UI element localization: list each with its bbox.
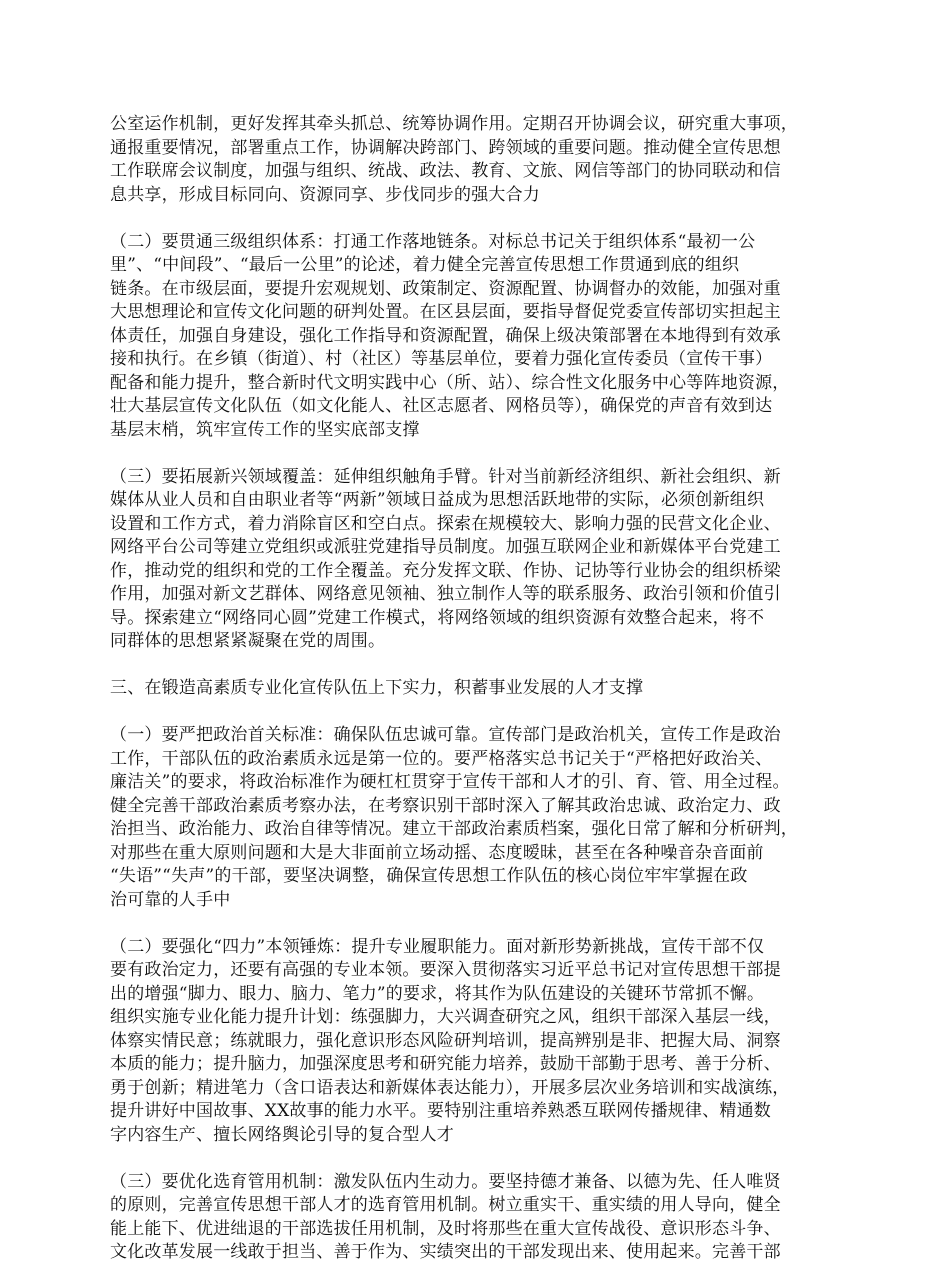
text-line: 工作，干部队伍的政治素质永远是第一位的。要严格落实总书记关于“严格把好政治关、 [110, 748, 773, 769]
text-line: 的原则，完善宣传思想干部人才的选育管用机制。树立重实干、重实绩的用人导向，健全 [110, 1195, 781, 1215]
text-line: 组织实施专业化能力提升计划：练强脚力，大兴调查研究之风，组织干部深入基层一线， [110, 1007, 781, 1027]
text-line: （三）要拓展新兴领域覆盖：延伸组织触角手臂。针对当前新经济组织、新社会组织、新 [110, 466, 781, 487]
text-line: 文化改革发展一线敢于担当、善于作为、实绩突出的干部发现出来、使用起来。完善干部 [110, 1242, 781, 1262]
text-line: 对那些在重大原则问题和大是大非面前立场动摇、态度暧昧，甚至在各种噪音杂音面前 [110, 842, 764, 863]
section-heading [110, 677, 850, 701]
text-line: （一）要严把政治首关标准：确保队伍忠诚可靠。宣传部门是政治机关，宣传工作是政治 [110, 725, 781, 745]
paragraph [110, 724, 850, 912]
text-line: 体察实情民意；练就眼力，强化意识形态风险研判培训，提高辨别是非、把握大局、洞察 [110, 1030, 781, 1051]
text-line: 通报重要情况，部署重点工作，协调解决跨部门、跨领域的重要问题。推动健全宣传思想 [110, 137, 781, 158]
paragraph [110, 936, 850, 1148]
paragraph [110, 1171, 850, 1265]
text-line: 大思想理论和宣传文化问题的研判处置。在区县层面，要指导督促党委宣传部切实担起主 [110, 302, 781, 322]
text-line: 要有政治定力，还要有高强的专业本领。要深入贯彻落实习近平总书记对宣传思想干部提 [110, 960, 781, 980]
text-line: 能上能下、优进绌退的干部选拔任用机制，及时将那些在重大宣传战役、意识形态斗争、 [110, 1218, 781, 1239]
text-line: 设置和工作方式，着力消除盲区和空白点。探索在规模较大、影响力强的民营文化企业、 [110, 513, 781, 534]
text-line: 工作联席会议制度，加强与组织、统战、政法、教育、文旅、网信等部门的协同联动和信 [110, 161, 781, 181]
paragraph [110, 113, 850, 207]
text-line: 健全完善干部政治素质考察办法，在考察识别干部时深入了解其政治忠诚、政治定力、政 [110, 795, 781, 816]
text-line: 廉洁关”的要求，将政治标准作为硬杠杠贯穿于宣传干部和人才的引、育、管、用全过程。 [110, 772, 790, 792]
text-line: 息共享，形成目标同向、资源同享、步伐同步的强大合力 [110, 184, 540, 205]
text-line: 字内容生产、擅长网络舆论引导的复合型人才 [110, 1124, 454, 1145]
text-line: 提升讲好中国故事、XX故事的能力水平。要特别注重培养熟悉互联网传播规律、精通数 [110, 1101, 772, 1121]
text-line: 出的增强“脚力、眼力、脑力、笔力”的要求，将其作为队伍建设的关键环节常抓不懈。 [110, 983, 765, 1004]
paragraph [110, 466, 850, 654]
text-line: 导。探索建立“网络同心圆”党建工作模式，将网络领域的组织资源有效整合起来，将不 [110, 607, 765, 628]
text-line: 壮大基层宣传文化队伍（如文化能人、社区志愿者、网格员等），确保党的声音有效到达 [110, 396, 773, 416]
text-line: 治担当、政治能力、政治自律等情况。建立干部政治素质档案，强化日常了解和分析研判， [110, 819, 798, 839]
document-page [110, 113, 850, 1288]
text-line: （二）要强化“四力”本领锤炼：提升专业履职能力。面对新形势新挑战，宣传干部不仅 [110, 936, 765, 957]
text-line: 作用，加强对新文艺群体、网络意见领袖、独立制作人等的联系服务、政治引领和价值引 [110, 584, 781, 604]
text-line: 媒体从业人员和自由职业者等“两新”领域日益成为思想活跃地带的实际，必须创新组织 [110, 490, 765, 510]
text-line: 接和执行。在乡镇（街道）、村（社区）等基层单位，要着力强化宣传委员（宣传干事） [110, 349, 773, 369]
text-line: （三）要优化选育管用机制：激发队伍内生动力。要坚持德才兼备、以德为先、任人唯贤 [110, 1171, 781, 1192]
text-line: 里”、“中间段”、“最后一公里”的论述，着力健全完善宣传思想工作贯通到底的组织 [110, 255, 740, 275]
text-line: 配备和能力提升，整合新时代文明实践中心（所、站）、综合性文化服务中心等阵地资源， [110, 372, 790, 393]
text-line: 治可靠的人手中 [110, 889, 231, 910]
text-line: 本质的能力；提升脑力，加强深度思考和研究能力培养，鼓励干部勤于思考、善于分析、 [110, 1054, 781, 1074]
text-line: 体责任，加强自身建设，强化工作指导和资源配置，确保上级决策部署在本地得到有效承 [110, 325, 781, 346]
text-line: 同群体的思想紧紧凝聚在党的周围。 [110, 631, 386, 651]
text-line: 三、在锻造高素质专业化宣传队伍上下实力，积蓄事业发展的人才支撑 [110, 678, 644, 698]
text-line: 作，推动党的组织和党的工作全覆盖。充分发挥文联、作协、记协等行业协会的组织桥梁 [110, 560, 781, 581]
text-line: “失语”“失声”的干部，要坚决调整，确保宣传思想工作队伍的核心岗位牢牢掌握在政 [110, 866, 748, 886]
text-line: 公室运作机制，更好发挥其牵头抓总、统筹协调作用。定期召开协调会议，研究重大事项， [110, 114, 798, 134]
paragraph [110, 231, 850, 443]
text-line: 链条。在市级层面，要提升宏观规划、政策制定、资源配置、协调督办的效能，加强对重 [110, 278, 781, 299]
text-line: （二）要贯通三级组织体系：打通工作落地链条。对标总书记关于组织体系“最初一公 [110, 231, 756, 252]
text-line: 勇于创新；精进笔力（含口语表达和新媒体表达能力），开展多层次业务培训和实战演练， [110, 1077, 790, 1098]
text-line: 基层末梢，筑牢宣传工作的坚实底部支撑 [110, 419, 420, 440]
text-line: 网络平台公司等建立党组织或派驻党建指导员制度。加强互联网企业和新媒体平台党建工 [110, 537, 781, 557]
